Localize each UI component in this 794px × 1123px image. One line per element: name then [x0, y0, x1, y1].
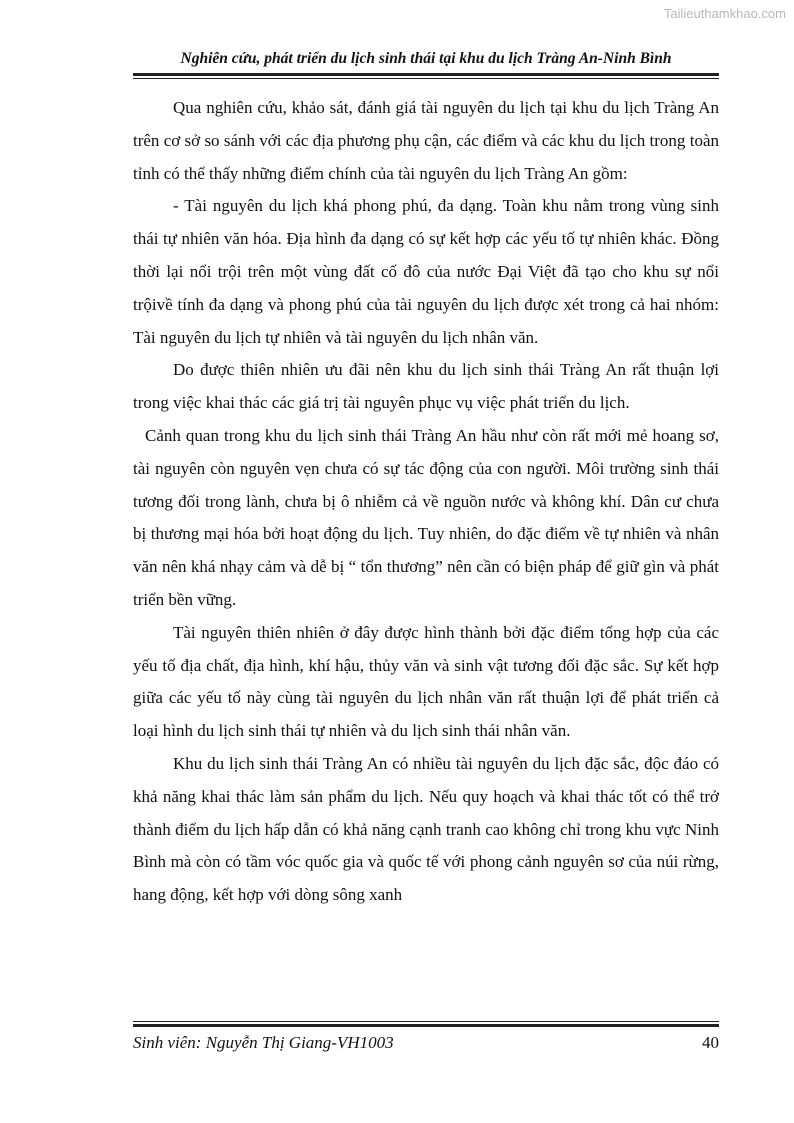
footer-rule-thin: [133, 1021, 719, 1022]
running-header: Nghiên cứu, phát triển du lịch sinh thái tại khu du lịch Tràng An-Ninh Bình: [180, 50, 672, 67]
header-rule-thick: [133, 73, 719, 76]
paragraph-3: Do được thiên nhiên ưu đãi nên khu du lịch sinh thái Tràng An rất thuận lợi trong việc khai thác các giá trị tài nguyên phục vụ việc phát triển du lịch.: [133, 360, 719, 413]
footer-student: Sinh viên: Nguyễn Thị Giang-VH1003: [133, 1033, 394, 1052]
header-rule-thin: [133, 78, 719, 79]
watermark: Tailieuthamkhao.com: [663, 6, 786, 21]
paragraph-5: Tài nguyên thiên nhiên ở đây được hình thành bởi đặc điểm tổng hợp của các yếu tố địa chất, địa hình, khí hậu, thủy văn và sinh vật tương đối đặc sắc. Sự kết hợp giữa các yếu tố này cùng tài nguyên du lịch nhân văn rất thuận lợi để phát triển cả loại hình du lịch sinh thái tự nhiên và du lịch sinh thái nhân văn.: [133, 622, 719, 741]
paragraph-1: Qua nghiên cứu, khảo sát, đánh giá tài nguyên du lịch tại khu du lịch Tràng An trên cơ sở so sánh với các địa phương phụ cận, các điểm và các khu du lịch trong toàn tỉnh có thể thấy những điểm chính của tài nguyên du lịch Tràng An gồm:: [133, 98, 719, 183]
paragraph-2: - Tài nguyên du lịch khá phong phú, đa dạng. Toàn khu nằm trong vùng sinh thái tự nhiên văn hóa. Địa hình đa dạng có sự kết hợp các yếu tố tự nhiên khác. Đồng thời lại nổi trội trên một vùng đất cố đô của nước Đại Việt đã tạo cho khu sự nổi trộivề tính đa dạng và phong phú của tài nguyên du lịch được xét trong cả hai nhóm: Tài nguyên du lịch tự nhiên và tài nguyên du lịch nhân văn.: [133, 196, 719, 347]
paragraph-4: Cảnh quan trong khu du lịch sinh thái Tràng An hầu như còn rất mới mẻ hoang sơ, tài nguyên còn nguyên vẹn chưa có sự tác động của con người. Môi trường sinh thái tương đối trong lành, chưa bị ô nhiễm cả về nguồn nước và không khí. Dân cư chưa bị thương mại hóa bởi hoạt động du lịch. Tuy nhiên, do đặc điểm về tự nhiên và nhân văn nên khá nhạy cảm và dễ bị “ tổn thương” nên cần có biện pháp để giữ gìn và phát triển bền vững.: [133, 425, 719, 609]
body-text: [133, 92, 719, 912]
paragraph-6: Khu du lịch sinh thái Tràng An có nhiều tài nguyên du lịch đặc sắc, độc đáo có khả năng khai thác làm sản phẩm du lịch. Nếu quy hoạch và khai thác tốt có thể trở thành điểm du lịch hấp dẫn có khả năng cạnh tranh cao không chỉ trong khu vực Ninh Bình mà còn có tầm vóc quốc gia và quốc tế với phong cảnh nguyên sơ của núi rừng, hang động, kết hợp với dòng sông xanh: [133, 753, 719, 905]
page-number: 40: [702, 1033, 719, 1052]
footer-rule-thick: [133, 1024, 719, 1027]
